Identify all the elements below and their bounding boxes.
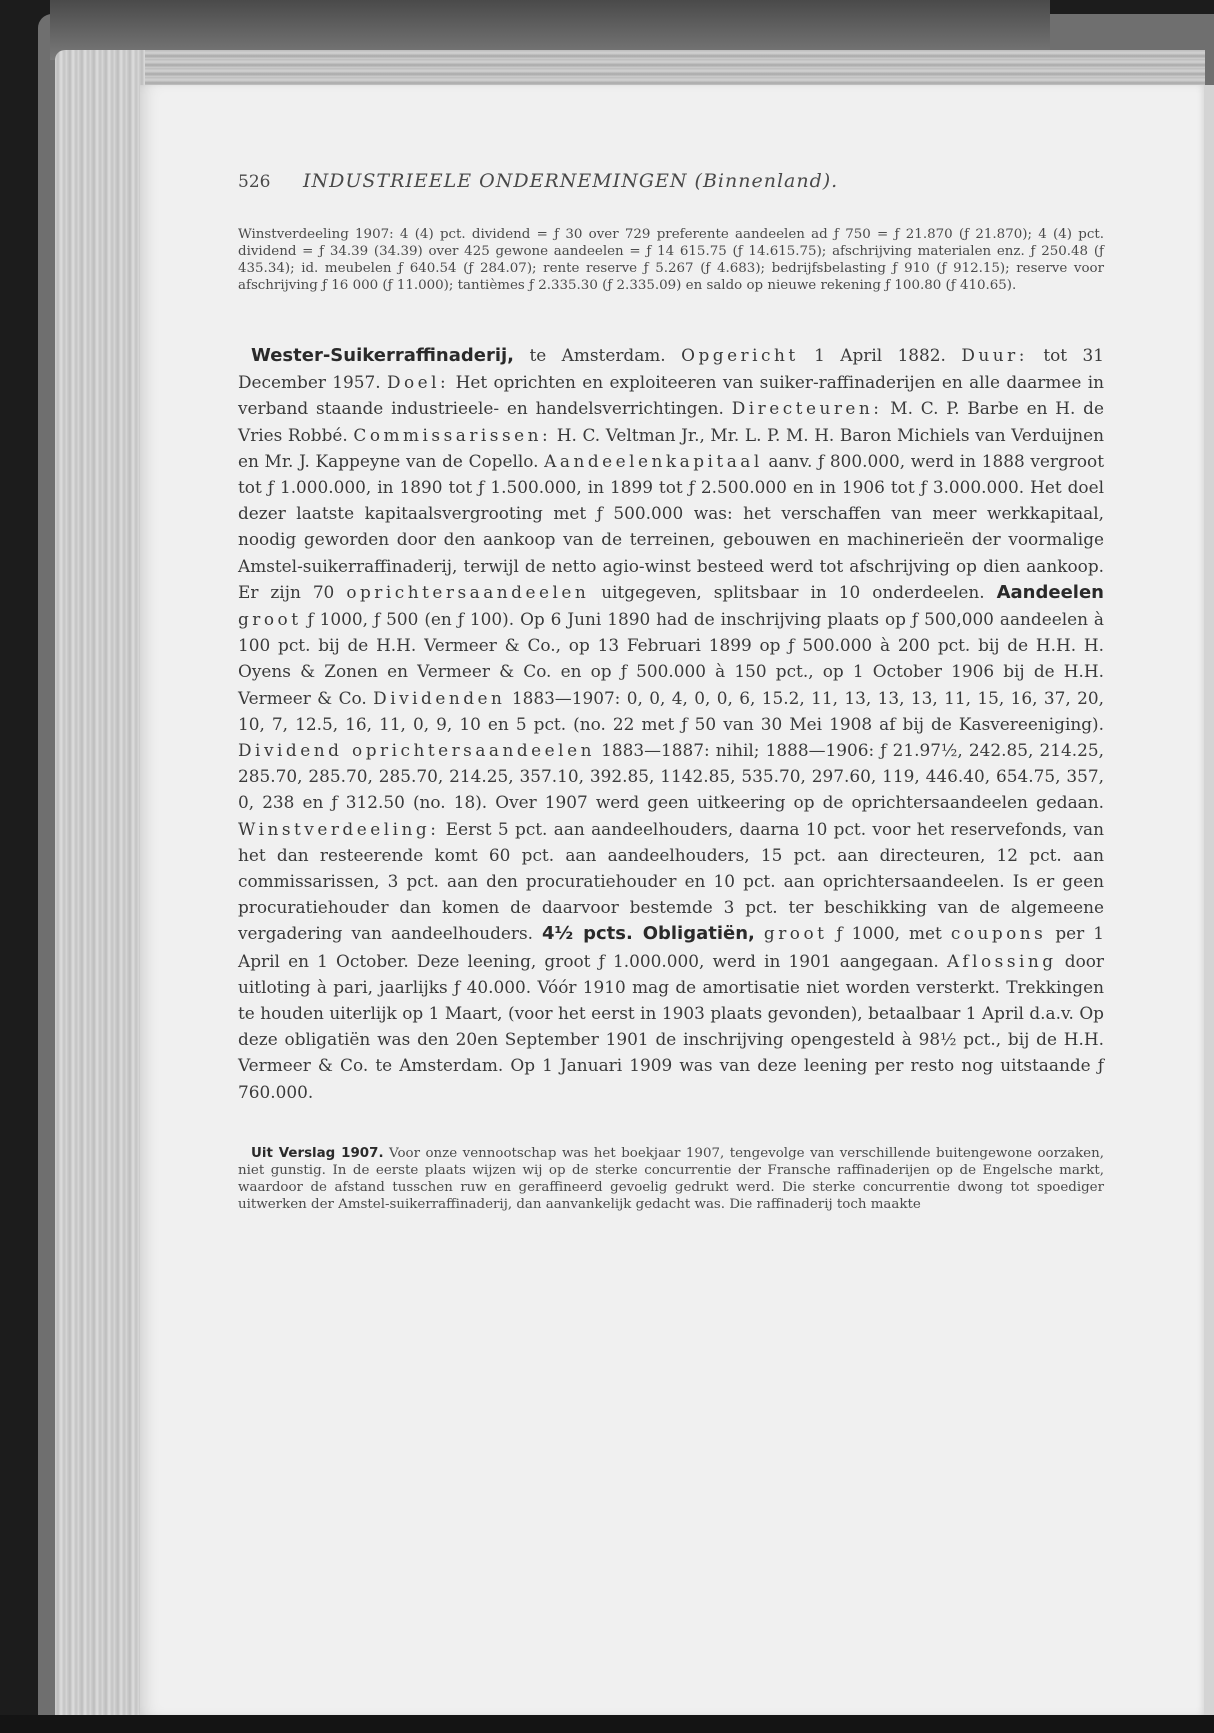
label-aflossing: Aflossing [946,950,1057,971]
page-content [238,170,1104,1226]
label-commissarissen: Commissarissen: [353,424,552,445]
company-entry: Wester-Suikerraffinaderij, te Amsterdam. Opgericht 1 April 1882. Duur: tot 31 December 1957. Doel: Het oprichten en exploiteeren van suiker-raffinaderijen en alle daarmee in verband staande industrieele- en handelsverrichtingen. Directeuren: M. C. P. Barbe en H. de Vries Robbé. Commissarissen: H. C. Veltman Jr., Mr. L. P. M. H. Baron Michiels van Verduijnen en Mr. J. Kappeyne van de Copello. Aandeelenkapitaal aanv. ƒ 800.000, werd in 1888 vergroot tot ƒ 1.000.000, in 1890 tot ƒ 1.500.000, in 1899 tot ƒ 2.500.000 en in 1906 tot ƒ 3.000.000. Het doel dezer laatste kapitaalsvergrooting met ƒ 500.000 was: het verschaffen van meer werkkapitaal, noodig geworden door den aankoop van de terreinen, gebouwen en machinerieën der voormalige Amstel-suikerraffinaderij, terwijl de netto agio-winst besteed werd tot afschrijving op dien aankoop. Er zijn 70 oprichtersaandeelen uitgegeven, splitsbaar in 10 onderdeelen. Aandeelen groot ƒ 1000, ƒ 500 (en ƒ 100). Op 6 Juni 1890 had de inschrijving plaats op ƒ 500,000 aandeelen à 100 pct. bij de H.H. Vermeer & Co., op 13 Februari 1899 op ƒ 500.000 à 200 pct. bij de H.H. H. Oyens & Zonen en Vermeer & Co. en op ƒ 500.000 à 150 pct., op 1 October 1906 bij de H.H. Vermeer & Co. Dividenden 1883—1907: 0, 0, 4, 0, 0, 6, 15.2, 11, 13, 13, 13, 11, 15, 16, 37, 20, 10, 7, 12.5, 16, 11, 0, 9, 10 en 5 pct. (no. 22 met ƒ 50 van 30 Mei 1908 af bij de Kasvereeniging). Dividend oprichtersaandeelen 1883—1887: nihil; 1888—1906: ƒ 21.97½, 242.85, 214.25, 285.70, 285.70, 285.70, 214.25, 357.10, 392.85, 1142.85, 535.70, 297.60, 119, 446.40, 654.75, 357, 0, 238 en ƒ 312.50 (no. 18). Over 1907 werd geen uitkeering op de oprichtersaandeelen gedaan. Winstverdeeling: Eerst 5 pct. aan aandeelhouders, daarna 10 pct. voor het reservefonds, van het dan resteerende komt 60 pct. aan aandeelhouders, 15 pct. aan directeuren, 12 pct. aan commissarissen, 3 pct. aan den procuratiehouder en 10 pct. aan oprichtersaandeelen. Is er geen procuratiehouder dan komen de daarvoor bestemde 3 pct. ter beschikking van de algemeene vergadering van aandeelhouders. 4½ pcts. Obligatiën, groot ƒ 1000, met coupons per 1 April en 1 October. Deze leening, groot ƒ 1.000.000, werd in 1901 aangegaan. Aflossing door uitloting à pari, jaarlijks ƒ 40.000. Vóór 1910 mag de amortisatie niet worden versterkt. Trekkingen te houden uiterlijk op 1 Maart, (voor het eerst in 1903 plaats gevonden), betaalbaar 1 April d.a.v. Op deze obligatiën was den 20en September 1901 de inschrijving opengesteld à 98½ pct., bij de H.H. Vermeer & Co. te Amsterdam. Op 1 Januari 1909 was van deze leening per resto nog uitstaande ƒ 760.000. [238,345,1105,1102]
company-name: Wester-Suikerraffinaderij, [251,345,515,366]
label-dividend-oprichters: Dividend oprichtersaandeelen [238,740,595,761]
running-title: INDUSTRIEELE ONDERNEMINGEN (Binnenland). [303,170,839,192]
label-oprichtersaandeelen: oprichtersaandeelen [346,581,590,602]
label-groot: groot [238,609,302,630]
report-heading: Uit Verslag 1907. [251,1145,384,1161]
label-dividenden: Dividenden [373,687,506,708]
previous-entry-paragraph: Winstverdeeling 1907: 4 (4) pct. dividend = ƒ 30 over 729 preferente aandeelen ad ƒ 750 = ƒ 21.870 (ƒ 21.870); 4 (4) pct. dividend = ƒ 34.39 (34.39) over 425 gewone aandeelen = ƒ 14 615.75 (ƒ 14.615.75); afschrijving materialen enz. ƒ 250.48 (ƒ 435.34); id. meubelen ƒ 640.54 (ƒ 284.07); rente reserve ƒ 5.267 (ƒ 4.683); bedrijfsbelasting ƒ 910 (ƒ 912.15); reserve voor afschrijving ƒ 16 000 (ƒ 11.000); tantièmes ƒ 2.335.30 (ƒ 2.335.09) en saldo op nieuwe rekening ƒ 100.80 (ƒ 410.65). [238,227,1104,293]
page-number: 526 [238,172,271,192]
label-winstverdeeling: Winstverdeeling: [238,818,440,839]
heading-obligatien: 4½ pcts. Obligatiën, [542,923,755,945]
page-right-edge [1204,85,1214,1715]
label-aandeelenkapitaal: Aandeelenkapitaal [544,450,763,471]
report-text: Voor onze vennootschap was het boekjaar 1907, tengevolge van verschillende buitengewone oorzaken, niet gunstig. In de eerste plaats wijzen wij op de sterke concurrentie der Fransche raffinaderijen op de Engelsche markt, waardoor de afstand tusschen ruw en geraffineerd gevoelig gedrukt werd. Die sterke concurrentie dwong tot spoediger uitwerken der Amstel-suikerraffinaderij, dan aanvankelijk gedacht was. Die raffinaderij toch maakte [238,1145,1104,1212]
label-directeuren: Directeuren: [731,398,883,419]
label-duur: Duur: [961,345,1028,365]
label-groot-2: groot [763,923,828,944]
heading-aandeelen: Aandeelen [996,581,1104,603]
label-coupons: coupons [950,923,1047,944]
page-stack-left [55,50,145,1715]
running-header [238,170,1104,200]
label-opgericht: Opgericht [681,345,799,365]
bottom-shadow [0,1715,1214,1733]
report-paragraph [238,1145,1104,1213]
label-doel: Doel: [386,372,450,393]
page-stack-top [60,50,1205,88]
